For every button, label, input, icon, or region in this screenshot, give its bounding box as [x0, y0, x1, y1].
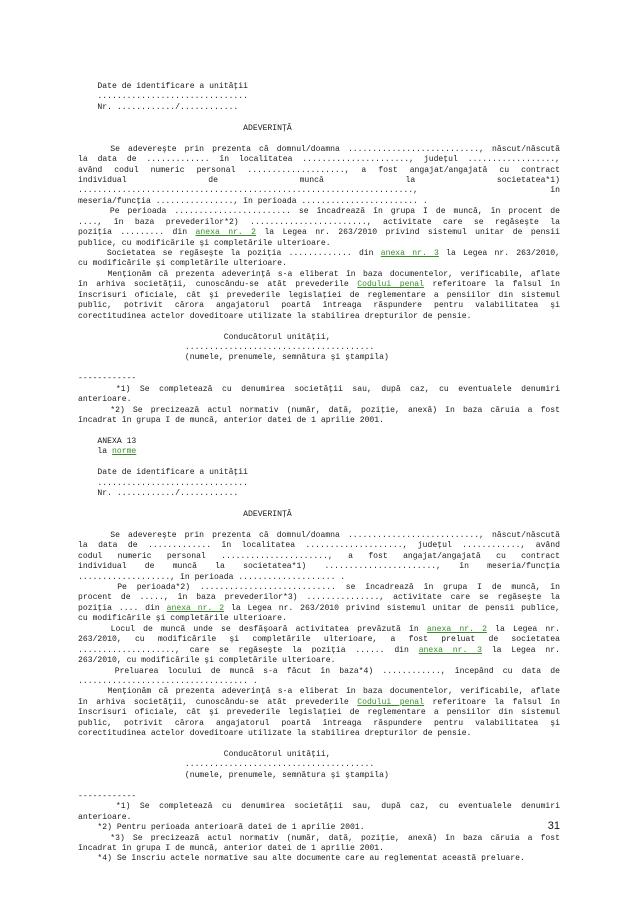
text-line: corectitudinea actelor doveditoare utilizate la stabilirea drepturilor de pensie. — [78, 311, 472, 321]
text-line: ....................................... — [78, 342, 375, 352]
text-span: în arhiva societăţii, cunoscându-se atât prevederile — [78, 280, 358, 290]
text-line: ADEVERINŢĂ — [78, 509, 292, 519]
text-line: public, potrivit cărora angajatorul poartă întreaga răspundere pentru valabilitatea şi — [78, 718, 560, 728]
text-line: Pe perioada*2) ............................ se încadrează în grupa I de muncă, în — [78, 583, 560, 592]
text-span: în arhiva societăţii, cunoscându-se atât prevederile — [78, 697, 358, 707]
text-line: Menţionăm că prezenta adeverinţă s-a eliberat în baza documentelor, verificabile, aflate — [78, 269, 560, 279]
text-line: *3) Se precizează actul normativ (număr, dată, poziţie, anexă) în baza căruia a fost — [78, 833, 560, 843]
text-line — [78, 604, 560, 614]
blank-line — [78, 322, 560, 332]
legal-reference-link[interactable]: norme — [112, 447, 137, 457]
text-line: individual de muncă la societatea*1) — [78, 175, 560, 185]
blank-line — [78, 134, 560, 144]
text-line: cu modificările şi completările ulterioare. — [78, 259, 287, 269]
text-span: ...................., care se regăseşte la poziţia ...... din — [78, 645, 419, 655]
text-line: ................................... . — [78, 676, 258, 686]
text-line: *1) Se completează cu denumirea societăţii sau, după caz, cu eventualele denumiri — [78, 802, 560, 812]
text-line: Se adevereşte prin prezenta că domnul/doamna ..........................., născut/născută — [78, 144, 561, 154]
blank-line — [78, 740, 560, 750]
text-line: meseria/funcţia ................, în perioada ........................ . — [78, 196, 428, 206]
text-span: la Legea nr. — [486, 624, 560, 634]
text-line — [78, 447, 560, 457]
text-span: poziţia .... din — [78, 603, 167, 613]
text-line: (numele, prenumele, semnătura şi ştampila) — [78, 353, 389, 363]
text-line: *2) Pentru perioada anterioară datei de 1 aprilie 2001. — [78, 823, 365, 833]
legal-reference-link[interactable]: anexa nr. 2 — [426, 624, 487, 634]
text-line: Menţionăm că prezenta adeverinţă s-a eliberat în baza documentelor, verificabile, aflate — [78, 687, 560, 697]
text-line: *4) Se înscriu actele normative sau alte documente care au reglementat această preluare. — [78, 854, 525, 864]
document-page — [78, 82, 560, 865]
blank-line — [78, 458, 560, 468]
text-line: ....................................... — [78, 760, 375, 770]
text-line: înscrisuri oficiale, cât şi prevederile legislaţiei de reglementare a pensiilor din sistemul — [78, 708, 560, 718]
text-line: încadrat în grupa I de muncă, anterior datei de 1 aprilie 2001. — [78, 843, 384, 853]
text-line — [78, 625, 560, 635]
text-span: la Legea nr. 263/2010 privind sistemul unitar de pensii publice, — [224, 603, 560, 613]
text-line: ............................... — [78, 92, 248, 102]
text-line: *2) Se precizează actul normativ (număr, dată, poziţie, anexă) în baza căruia a fost — [78, 405, 560, 415]
text-line: Pe perioada ........................ se încadrează în grupa I de muncă, în procent de — [78, 207, 560, 217]
text-line: procent de ....., în baza prevederilor*3) ..............., activitate care se regăseşte la — [78, 593, 560, 603]
blank-line — [78, 781, 560, 791]
legal-reference-link[interactable]: Codului penal — [357, 280, 425, 290]
page-number: 31 — [547, 820, 560, 832]
text-line — [78, 646, 560, 656]
text-line: ..................., în perioada .................... . — [78, 572, 346, 582]
text-line: Preluarea locului de muncă s-a făcut în baza*4) ............, începând cu data de — [78, 666, 560, 676]
text-line: Conducătorul unităţii, — [78, 332, 331, 342]
text-line: având codul numeric personal ...................., a fost angajat/angajată cu contract — [78, 165, 560, 175]
text-line: anterioare. — [78, 812, 132, 822]
text-span: la Legea nr. 263/2010 privind sistemul unitar de pensii — [256, 228, 560, 238]
blank-line — [78, 520, 560, 530]
text-line — [78, 698, 560, 708]
text-line: corectitudinea actelor doveditoare utilizate la stabilirea drepturilor de pensie. — [78, 729, 472, 739]
text-line: 263/2010, cu modificările şi completările ulterioare. — [78, 656, 336, 666]
text-line: ...., în baza prevederilor*2) ........................, activitate care se regăseşte la — [78, 217, 560, 227]
text-line: 263/2010, cu modificările şi completările ulterioare, a fost preluat de societatea — [78, 635, 560, 645]
text-line: ....................................................................., în — [78, 186, 560, 196]
text-line: anterioare. — [78, 395, 132, 405]
blank-line — [78, 364, 560, 374]
text-line — [78, 249, 560, 259]
text-span: referitoare la falsul în — [424, 697, 560, 707]
legal-reference-link[interactable]: anexa nr. 3 — [418, 645, 483, 655]
text-line: Nr. ............/............ — [78, 102, 239, 112]
text-line: individual de muncă la societatea*1) ......................., în meseria/funcţia — [78, 562, 560, 572]
text-line — [78, 280, 560, 290]
text-span: la — [78, 447, 112, 457]
text-line: (numele, prenumele, semnătura şi ştampila) — [78, 770, 389, 780]
text-line: publice, cu modificările şi completările ulterioare. — [78, 238, 331, 248]
text-span: Locul de muncă unde se desfăşoară activitatea prevăzută în — [78, 624, 427, 634]
text-span: Societatea se regăseşte la poziţia ............. din — [78, 249, 381, 258]
text-line: la data de ............. în localitatea ...................., judeţul ............, având — [78, 541, 560, 551]
text-line: codul numeric personal ......................, a fost angajat/angajată cu contract — [78, 551, 560, 561]
text-span: la Legea nr. — [482, 645, 560, 655]
text-line: Nr. ............/............ — [78, 489, 239, 499]
legal-reference-link[interactable]: anexa nr. 3 — [380, 249, 439, 258]
text-line: *1) Se completează cu denumirea societăţii sau, după caz, cu eventualele denumiri — [78, 384, 560, 394]
text-line: ------------ — [78, 374, 137, 384]
text-line: Date de identificare a unităţii — [78, 82, 248, 91]
text-line: încadrat în grupa I de muncă, anterior datei de 1 aprilie 2001. — [78, 416, 384, 425]
text-line: cu modificările şi completările ulterioare. — [78, 614, 287, 624]
text-span: la Legea nr. 263/2010, — [438, 249, 560, 258]
text-line: ADEVERINŢĂ — [78, 123, 292, 133]
text-line — [78, 228, 560, 238]
text-line: ANEXA 13 — [78, 436, 137, 446]
blank-line — [78, 113, 560, 123]
text-line: public, potrivit cărora angajatorul poartă întreaga răspundere pentru valabilitatea şi — [78, 301, 560, 311]
text-line: Date de identificare a unităţii — [78, 468, 248, 478]
text-line: ------------ — [78, 791, 137, 801]
text-line: ............................... — [78, 478, 248, 488]
text-line: la data de ............. în localitatea ......................, judeţul .................., — [78, 155, 560, 165]
text-line: înscrisuri oficiale, cât şi prevederile legislaţiei de reglementare a pensiilor din sistemul — [78, 290, 560, 300]
legal-reference-link[interactable]: anexa nr. 2 — [195, 228, 257, 238]
text-span: referitoare la falsul în — [424, 280, 560, 290]
text-line: Se adevereşte prin prezenta că domnul/doamna ..........................., născut/născută — [78, 530, 561, 540]
blank-line — [78, 426, 560, 436]
legal-reference-link[interactable]: Codului penal — [357, 697, 425, 707]
text-line: Conducătorul unităţii, — [78, 750, 331, 759]
blank-line — [78, 500, 560, 510]
text-span: poziţia ......... din — [78, 228, 196, 238]
legal-reference-link[interactable]: anexa nr. 2 — [166, 603, 225, 613]
